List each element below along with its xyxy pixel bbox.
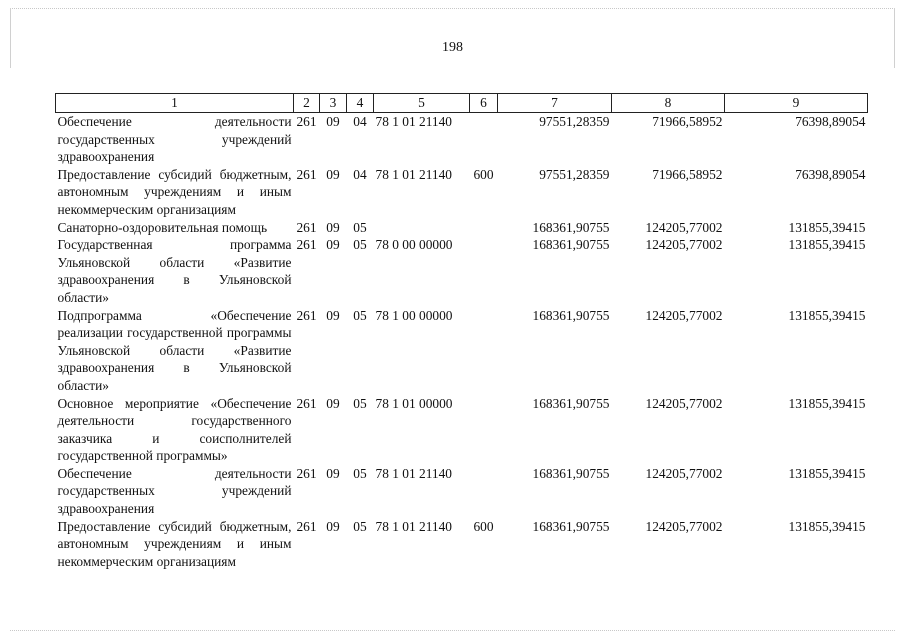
- row-col5: 78 1 01 00000: [375, 395, 453, 411]
- row-col9: 131855,39415: [788, 237, 866, 253]
- row-col2: 261: [296, 114, 317, 129]
- header-cell: 3: [320, 94, 347, 113]
- scan-edge-top: [10, 8, 895, 9]
- row-col9: 76398,89054: [795, 166, 866, 182]
- row-name: Основное мероприятие «Обеспечение деятельности государственного заказчика и соисполнителей государственной программы»: [57, 395, 292, 464]
- row-name: Подпрограмма «Обеспечение реализации государственной программы Ульяновской области «Развитие здравоохранения в Ульяновской области»: [57, 307, 292, 393]
- row-col2: 261: [296, 219, 317, 235]
- row-col7: 97551,28359: [539, 114, 610, 129]
- row-col4: 04: [353, 114, 367, 129]
- row-name: Обеспечение деятельности государственных учреждений здравоохранения: [57, 465, 292, 517]
- table-row: [56, 307, 868, 395]
- row-col4: 04: [353, 166, 367, 182]
- header-cell: 7: [498, 94, 612, 113]
- row-col3: 09: [326, 307, 340, 323]
- header-cell: 1: [56, 94, 294, 113]
- table-row: [56, 518, 868, 571]
- row-name: Обеспечение деятельности государственных учреждений здравоохранения: [57, 114, 292, 165]
- row-col5: 78 1 01 21140: [375, 518, 452, 534]
- row-col8: 71966,58952: [652, 166, 723, 182]
- header-cell: 6: [470, 94, 498, 113]
- row-col5: 78 1 01 21140: [375, 114, 452, 129]
- row-col7: 168361,90755: [532, 395, 610, 411]
- table-row: [56, 395, 868, 465]
- row-col6: 600: [473, 166, 494, 182]
- row-col2: 261: [296, 237, 317, 253]
- row-col5: 78 1 00 00000: [375, 307, 453, 323]
- header-cell: 2: [294, 94, 320, 113]
- row-col2: 261: [296, 166, 317, 182]
- table-row: [56, 465, 868, 518]
- page-number: 198: [442, 40, 463, 55]
- row-col9: 76398,89054: [795, 114, 866, 129]
- row-col5: 78 1 01 21140: [375, 465, 452, 481]
- row-col4: 05: [353, 465, 367, 481]
- row-col4: 05: [353, 219, 367, 235]
- row-name: Санаторно-оздоровительная помощь: [57, 219, 268, 235]
- scan-edge-left: [10, 8, 11, 68]
- row-col7: 168361,90755: [532, 518, 610, 534]
- row-col3: 09: [326, 518, 340, 534]
- table-row: [56, 219, 868, 237]
- row-col9: 131855,39415: [788, 395, 866, 411]
- scan-edge-right: [894, 8, 895, 68]
- row-col7: 168361,90755: [532, 237, 610, 253]
- row-col6: [470, 219, 498, 237]
- table-body: [56, 113, 868, 571]
- row-col4: 05: [353, 395, 367, 411]
- header-cell: 5: [374, 94, 470, 113]
- row-col6: [470, 465, 498, 518]
- row-col6: [470, 307, 498, 395]
- budget-table: [55, 93, 868, 570]
- header-cell: 4: [347, 94, 374, 113]
- table-row: [56, 166, 868, 219]
- row-col9: 131855,39415: [788, 307, 866, 323]
- row-col8: 124205,77002: [645, 307, 723, 323]
- row-name: Предоставление субсидий бюджетным, автономным учреждениям и иным некоммерческим организациям: [57, 166, 292, 217]
- row-col2: 261: [296, 518, 317, 534]
- table-row: [56, 236, 868, 306]
- row-col2: 261: [296, 307, 317, 323]
- row-col7: 168361,90755: [532, 465, 610, 481]
- row-col9: 131855,39415: [788, 219, 866, 235]
- table-row: [56, 113, 868, 166]
- row-col2: 261: [296, 395, 317, 411]
- header-row: [56, 94, 868, 113]
- row-col9: 131855,39415: [788, 465, 866, 481]
- row-col8: 71966,58952: [652, 114, 723, 129]
- row-col8: 124205,77002: [645, 465, 723, 481]
- row-col5: 78 0 00 00000: [375, 237, 453, 253]
- row-col7: 168361,90755: [532, 219, 610, 235]
- row-col6: [470, 113, 498, 166]
- row-col2: 261: [296, 465, 317, 481]
- row-col6: [470, 395, 498, 465]
- row-col6: [470, 236, 498, 306]
- row-col3: 09: [326, 219, 340, 235]
- row-col4: 05: [353, 237, 367, 253]
- row-col3: 09: [326, 237, 340, 253]
- row-col7: 97551,28359: [539, 166, 610, 182]
- row-col7: 168361,90755: [532, 307, 610, 323]
- row-col5: [374, 219, 470, 237]
- row-name: Государственная программа Ульяновской области «Развитие здравоохранения в Ульяновской области»: [57, 237, 292, 305]
- header-cell: 8: [612, 94, 725, 113]
- row-name: Предоставление субсидий бюджетным, автономным учреждениям и иным некоммерческим организациям: [57, 518, 292, 569]
- row-col3: 09: [326, 166, 340, 182]
- row-col8: 124205,77002: [645, 395, 723, 411]
- row-col8: 124205,77002: [645, 518, 723, 534]
- row-col9: 131855,39415: [788, 518, 866, 534]
- row-col3: 09: [326, 114, 340, 129]
- row-col4: 05: [353, 518, 367, 534]
- row-col3: 09: [326, 465, 340, 481]
- row-col6: 600: [473, 518, 494, 534]
- row-col8: 124205,77002: [645, 219, 723, 235]
- scan-edge-bottom: [10, 630, 895, 631]
- row-col3: 09: [326, 395, 340, 411]
- row-col5: 78 1 01 21140: [375, 166, 452, 182]
- header-cell: 9: [725, 94, 868, 113]
- row-col4: 05: [353, 307, 367, 323]
- row-col8: 124205,77002: [645, 237, 723, 253]
